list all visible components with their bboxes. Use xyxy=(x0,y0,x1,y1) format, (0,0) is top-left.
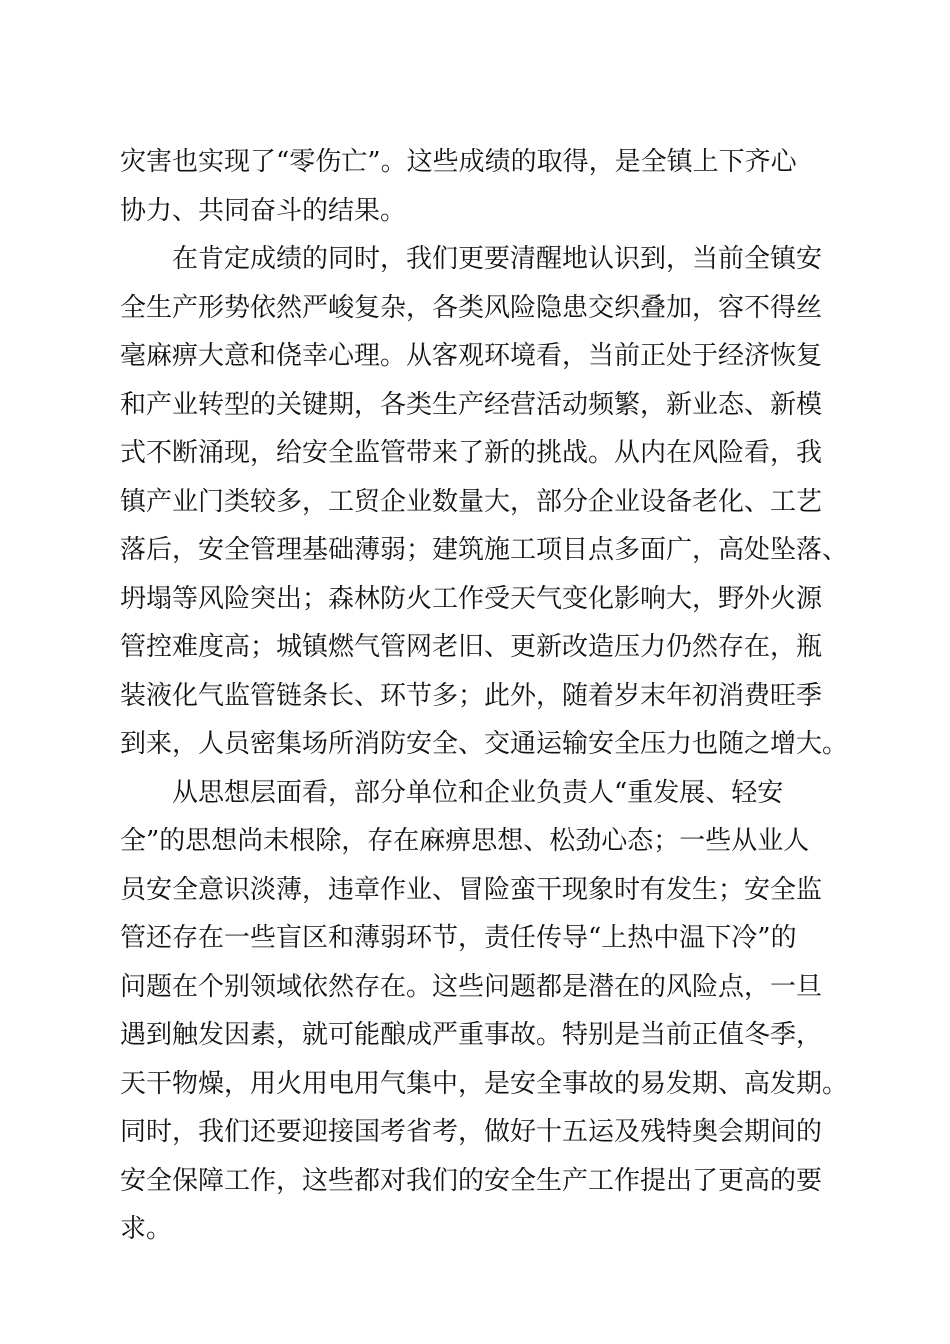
text-line: 式不断涌现，给安全监管带来了新的挑战。从内在风险看，我 xyxy=(120,438,823,468)
paragraph-first-line: 在肯定成绩的同时，我们更要清醒地认识到，当前全镇安 xyxy=(172,244,823,274)
text-line: 镇产业门类较多，工贸企业数量大，部分企业设备老化、工艺 xyxy=(120,486,823,517)
text-line: 全”的思想尚未根除，存在麻痹思想、松劲心态；一些从业人 xyxy=(120,826,810,856)
text-line: 员安全意识淡薄，违章作业、冒险蛮干现象时有发生；安全监 xyxy=(120,874,823,905)
body-text xyxy=(120,138,849,1254)
text-line: 全生产形势依然严峻复杂，各类风险隐患交织叠加，容不得丝 xyxy=(120,292,823,323)
text-line: 装液化气监管链条长、环节多；此外，随着岁末年初消费旺季 xyxy=(120,680,823,711)
paragraph-first-line: 从思想层面看，部分单位和企业负责人“重发展、轻安 xyxy=(172,777,784,808)
text-line: 遇到触发因素，就可能酿成严重事故。特别是当前正值冬季， xyxy=(120,1020,823,1050)
text-line: 同时，我们还要迎接国考省考，做好十五运及残特奥会期间的 xyxy=(120,1117,823,1147)
text-line: 落后，安全管理基础薄弱；建筑施工项目点多面广，高处坠落、 xyxy=(120,535,849,565)
text-line: 坍塌等风险突出；森林防火工作受天气变化影响大，野外火源 xyxy=(120,583,823,614)
text-line: 管控难度高；城镇燃气管网老旧、更新改造压力仍然存在，瓶 xyxy=(120,632,823,662)
text-line: 毫麻痹大意和侥幸心理。从客观环境看，当前正处于经济恢复 xyxy=(120,341,823,371)
text-line: 天干物燥，用火用电用气集中，是安全事故的易发期、高发期。 xyxy=(120,1068,849,1099)
text-line: 问题在个别领域依然存在。这些问题都是潜在的风险点，一旦 xyxy=(120,971,823,1002)
text-line: 安全保障工作，这些都对我们的安全生产工作提出了更高的要 xyxy=(120,1165,823,1196)
text-line: 求。 xyxy=(120,1214,173,1244)
text-line: 管还存在一些盲区和薄弱环节，责任传导“上热中温下冷”的 xyxy=(120,923,797,953)
text-line: 和产业转型的关键期，各类生产经营活动频繁，新业态、新模 xyxy=(120,389,823,420)
text-line: 协力、共同奋斗的结果。 xyxy=(120,195,407,226)
text-line: 灾害也实现了“零伤亡”。这些成绩的取得，是全镇上下齐心 xyxy=(120,147,797,177)
text-line: 到来，人员密集场所消防安全、交通运输安全压力也随之增大。 xyxy=(120,729,849,759)
